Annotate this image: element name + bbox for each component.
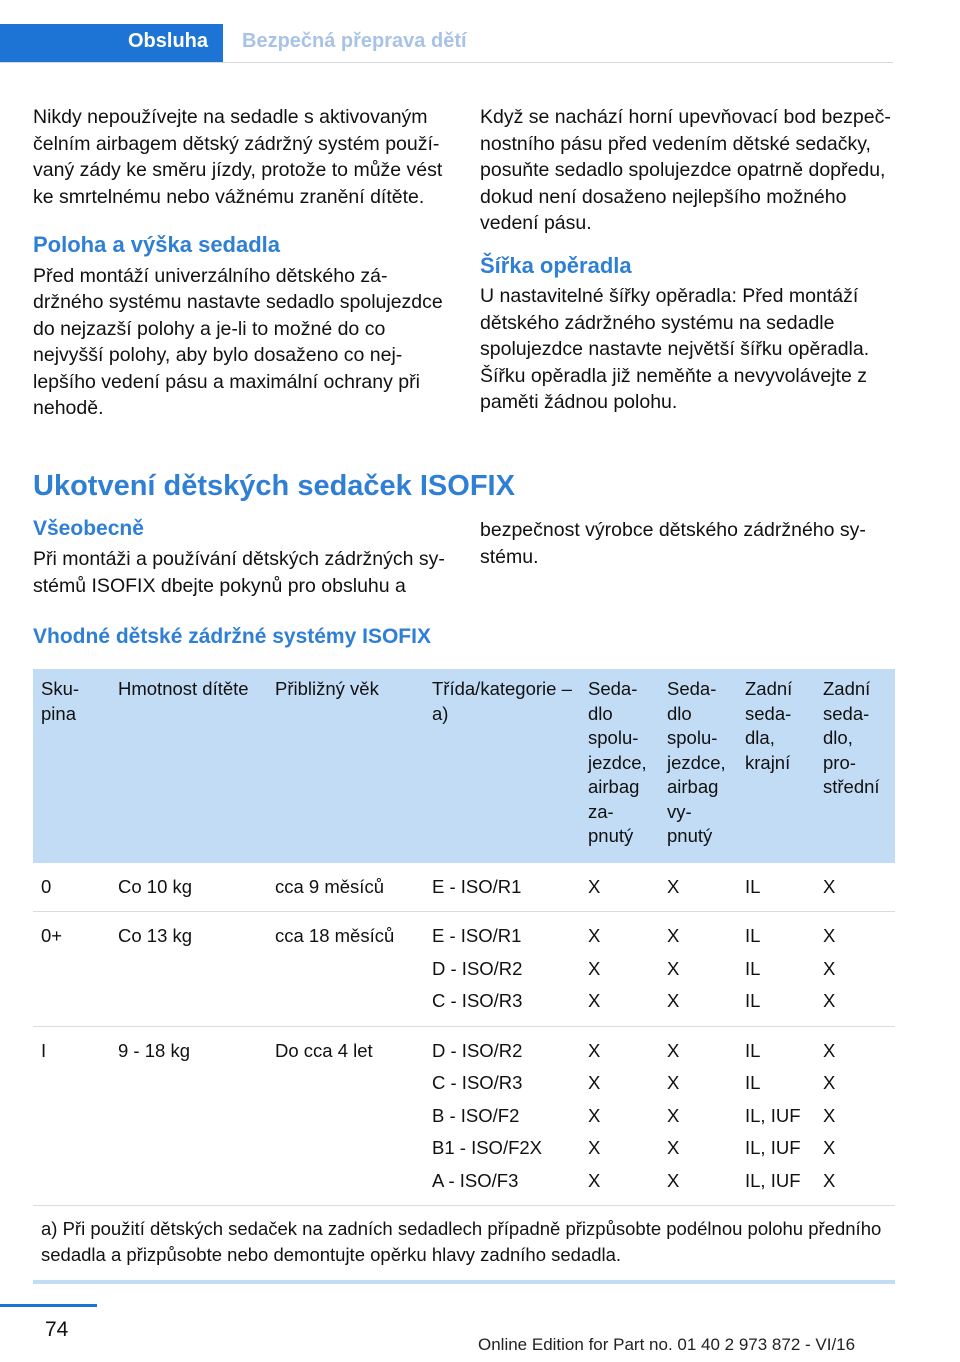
table-cell: X [580,863,659,912]
page-number-rule [0,1304,97,1307]
table-cell: E - ISO/R1 [424,863,580,912]
tab-obsluha[interactable]: Obsluha [0,24,223,62]
table-cell: D - ISO/R2 C - ISO/R3 B - ISO/F2 B1 - ISO/F2X A - ISO/F3 [424,1026,580,1206]
header-cell: Zadní sedadlo, prostřední [815,669,895,863]
table-cell: cca 9 měsíců [267,863,424,912]
tab-bezpecna-preprava[interactable]: Bezpečná přeprava dětí [242,30,467,52]
table-cell: X X X X X [659,1026,737,1206]
header-cell: Sedadlo spolujezdce, airbag zapnutý [580,669,659,863]
table-cell: X X X X X [815,1026,895,1206]
heading-sirka: Šířka opěradla [480,252,632,278]
paragraph: Před montáží univerzálního dětského zádržného systému nastavte sedadlo spolujezdce do nejzazší polohy a je-li to možné do co nejvyšší polohy, aby bylo dosaženo co nejlepšího vedení pásu a maximální ochrany při nehodě. [33,264,443,419]
paragraph: Při montáži a používání dětských zádržných systémů ISOFIX dbejte pokynů pro obsluhu a [33,548,445,597]
paragraph: U nastavitelné šířky opěradla: Před montáží dětského zádržného systému na sedadle spolujezdce nastavte největší šířku opěradla. Šířku opěradla již neměňte a nevyvolávejte z paměti žádnou polohu. [480,285,870,413]
table-cell: Co 10 kg [110,863,267,912]
table-cell: X [659,863,737,912]
table-cell: IL IL IL, IUF IL, IUF IL, IUF [737,1026,815,1206]
table-cell: 9 - 18 kg [110,1026,267,1206]
heading-vseobecne: Všeobecně [33,517,144,540]
table-cell: X [815,863,895,912]
edition-note: Online Edition for Part no. 01 40 2 973 872 - VI/16 [478,1335,856,1354]
header-cell: Zadní sedadla, krajní [737,669,815,863]
table-cell: Do cca 4 let [267,1026,424,1206]
table-cell: IL [737,863,815,912]
table-cell: X X X X X [580,1026,659,1206]
table-cell: X X X [580,912,659,1027]
table-row [33,863,895,912]
table-cell: X X X [815,912,895,1027]
page-number: 74 [45,1318,69,1341]
table-header-row [33,669,895,863]
table-cell: 0 [33,863,110,912]
paragraph-right [480,517,895,570]
paragraph: Nikdy nepoužívejte na sedadle s aktivovaným čelním airbagem dětský zádržný systém používaný zády ke směru jízdy, protože to může vést ke smrtelnému nebo vážnému zranění dítěte. [33,106,443,208]
paragraph-left [33,546,448,599]
header-tabbar [0,24,893,63]
table-cell: cca 18 měsíců [267,912,424,1027]
paragraph: bezpečnost výrobce dětského zádržného systému. [480,519,866,568]
paragraph: Když se nachází horní upevňovací bod bezpečnostního pásu před vedením dětské sedačky, posuňte sedadlo spolujezdce opatrně dopředu, dokud není dosaženo nejlepšího možného vedení pásu. [480,106,891,234]
header-cell: Třída/kategorie – a) [424,669,580,863]
table-cell: Co 13 kg [110,912,267,1027]
heading-poloha: Poloha a výška sedadla [33,232,281,257]
header-cell: Sedadlo spolujezdce, airbag vypnutý [659,669,737,863]
table-footnote: a) Při použití dětských sedaček na zadních sedadlech případně přizpůsobte podélnou polohu předního sedadla a přizpůsobte nebo demontujte opěrku hlavy zadního sedadla. [33,1206,895,1283]
right-column [480,104,895,416]
header-cell: Přibližný věk [267,669,424,863]
table-row [33,1026,895,1206]
table-cell: I [33,1026,110,1206]
header-cell: Skupina [33,669,110,863]
table-cell: 0+ [33,912,110,1027]
table-cell: X X X [659,912,737,1027]
table-cell: IL IL IL [737,912,815,1027]
table-cell: E - ISO/R1 D - ISO/R2 C - ISO/R3 [424,912,580,1027]
isofix-table [33,669,895,1284]
section-title: Ukotvení dětských sedaček ISOFIX [33,470,515,502]
table-footnote-row [33,1206,895,1283]
header-cell: Hmotnost dítěte [110,669,267,863]
table-row [33,912,895,1027]
heading-vhodne: Vhodné dětské zádržné systémy ISOFIX [33,625,431,648]
left-column [33,104,448,422]
